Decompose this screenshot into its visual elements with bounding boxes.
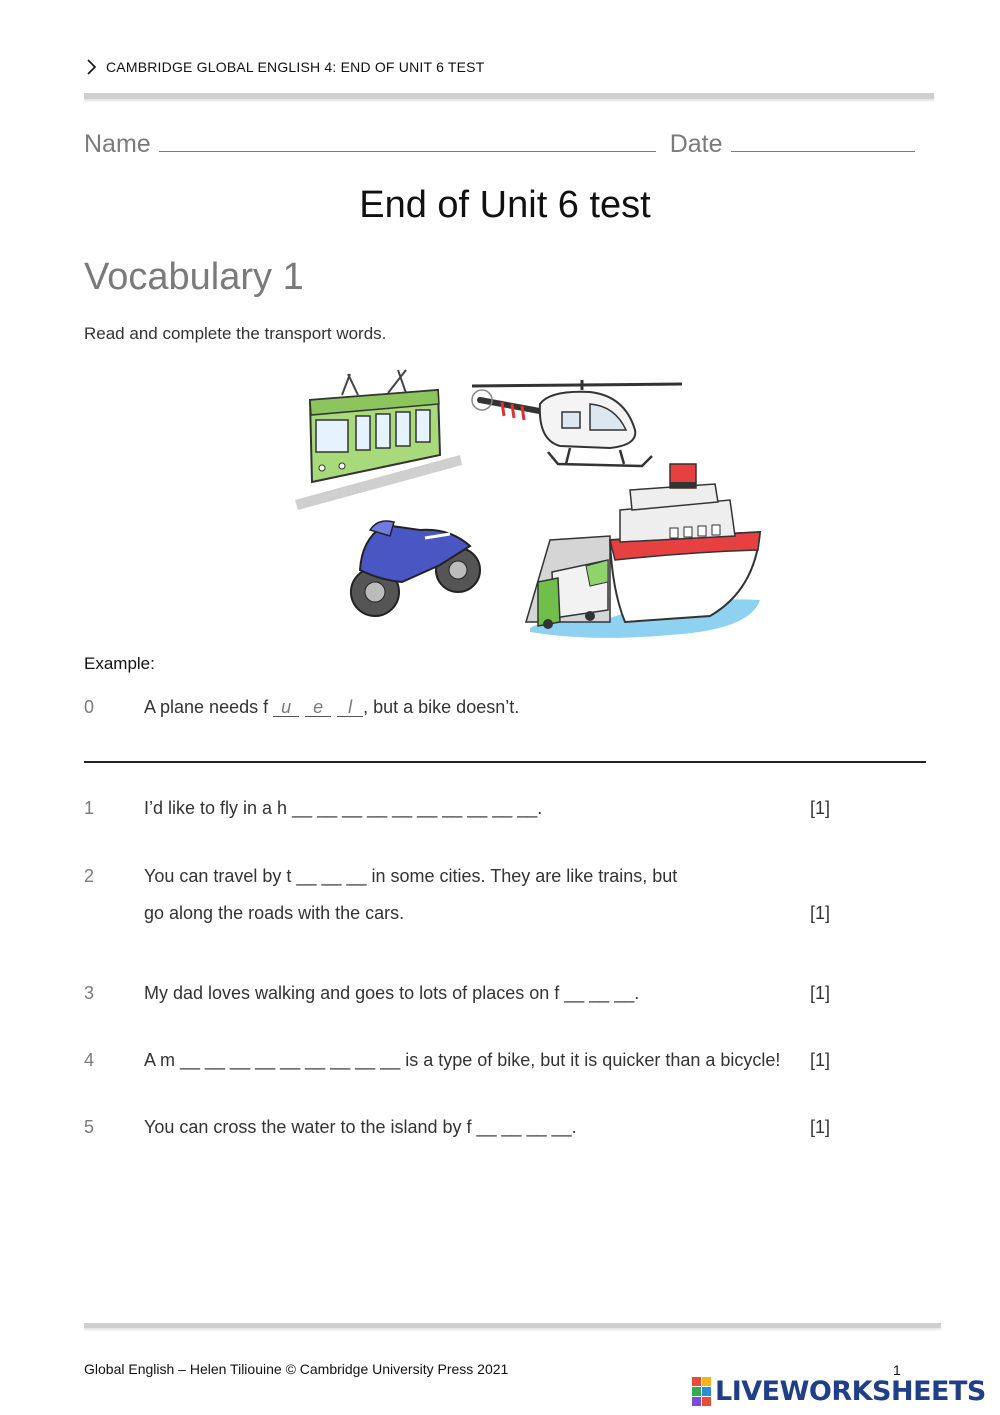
name-date-row	[84, 126, 924, 159]
question-number: 3	[84, 983, 95, 1003]
header-divider	[84, 93, 934, 99]
helicopter-icon	[472, 380, 682, 466]
question-mark: [1]	[810, 1117, 831, 1137]
transport-illustration	[290, 360, 770, 645]
name-label: Name	[84, 130, 151, 158]
ferry-icon	[526, 464, 760, 638]
logo-wordmark: LIVEWORKSHEETS	[715, 1376, 986, 1407]
page-number: 1	[893, 1362, 901, 1378]
question-mark: [1]	[810, 1050, 831, 1070]
example-divider	[84, 761, 926, 763]
example-after: , but a bike doesn’t.	[363, 697, 520, 717]
motorbike-icon	[351, 521, 480, 616]
date-label: Date	[669, 130, 723, 158]
example-before: A plane needs f	[144, 697, 269, 717]
liveworksheets-logo[interactable]	[692, 1376, 986, 1407]
running-header	[84, 58, 484, 76]
running-header-text: CAMBRIDGE GLOBAL ENGLISH 4: END OF UNIT 6 TEST	[106, 59, 485, 75]
question-text[interactable]: I’d like to fly in a h __ __ __ __ __ __ __ __ __ __.	[144, 798, 543, 818]
question-mark: [1]	[810, 983, 831, 1003]
question-mark: [1]	[810, 903, 831, 923]
example-answer-letter: l	[337, 698, 363, 717]
name-field[interactable]	[159, 126, 656, 152]
tram-icon	[295, 370, 462, 510]
footer-divider	[84, 1323, 941, 1328]
question-text[interactable]: A m __ __ __ __ __ __ __ __ __ is a type of bike, but it is quicker than a bicycle!	[144, 1050, 781, 1070]
question-number: 5	[84, 1117, 95, 1137]
instruction: Read and complete the transport words.	[84, 324, 387, 343]
footer-credit: Global English – Helen Tiliouine © Cambridge University Press 2021	[84, 1361, 509, 1377]
chevron-right-icon	[84, 58, 100, 76]
logo-blocks-icon	[692, 1377, 711, 1406]
question-number: 4	[84, 1050, 95, 1070]
question-text[interactable]: My dad loves walking and goes to lots of places on f __ __ __.	[144, 983, 640, 1003]
page-title: End of Unit 6 test	[359, 184, 651, 226]
example-label: Example:	[84, 654, 155, 673]
section-title: Vocabulary 1	[84, 256, 304, 298]
example-answer-letter: u	[273, 698, 299, 717]
example-number: 0	[84, 697, 95, 717]
question-text[interactable]: You can cross the water to the island by f __ __ __ __.	[144, 1117, 577, 1137]
example-text	[144, 697, 519, 718]
question-number: 1	[84, 798, 95, 818]
question-text[interactable]: You can travel by t __ __ __ in some cities. They are like trains, but	[144, 866, 678, 886]
question-mark: [1]	[810, 798, 831, 818]
date-field[interactable]	[731, 126, 915, 152]
example-answer-letter: e	[305, 698, 331, 717]
question-text-continued: go along the roads with the cars.	[144, 903, 405, 923]
question-number: 2	[84, 866, 95, 886]
